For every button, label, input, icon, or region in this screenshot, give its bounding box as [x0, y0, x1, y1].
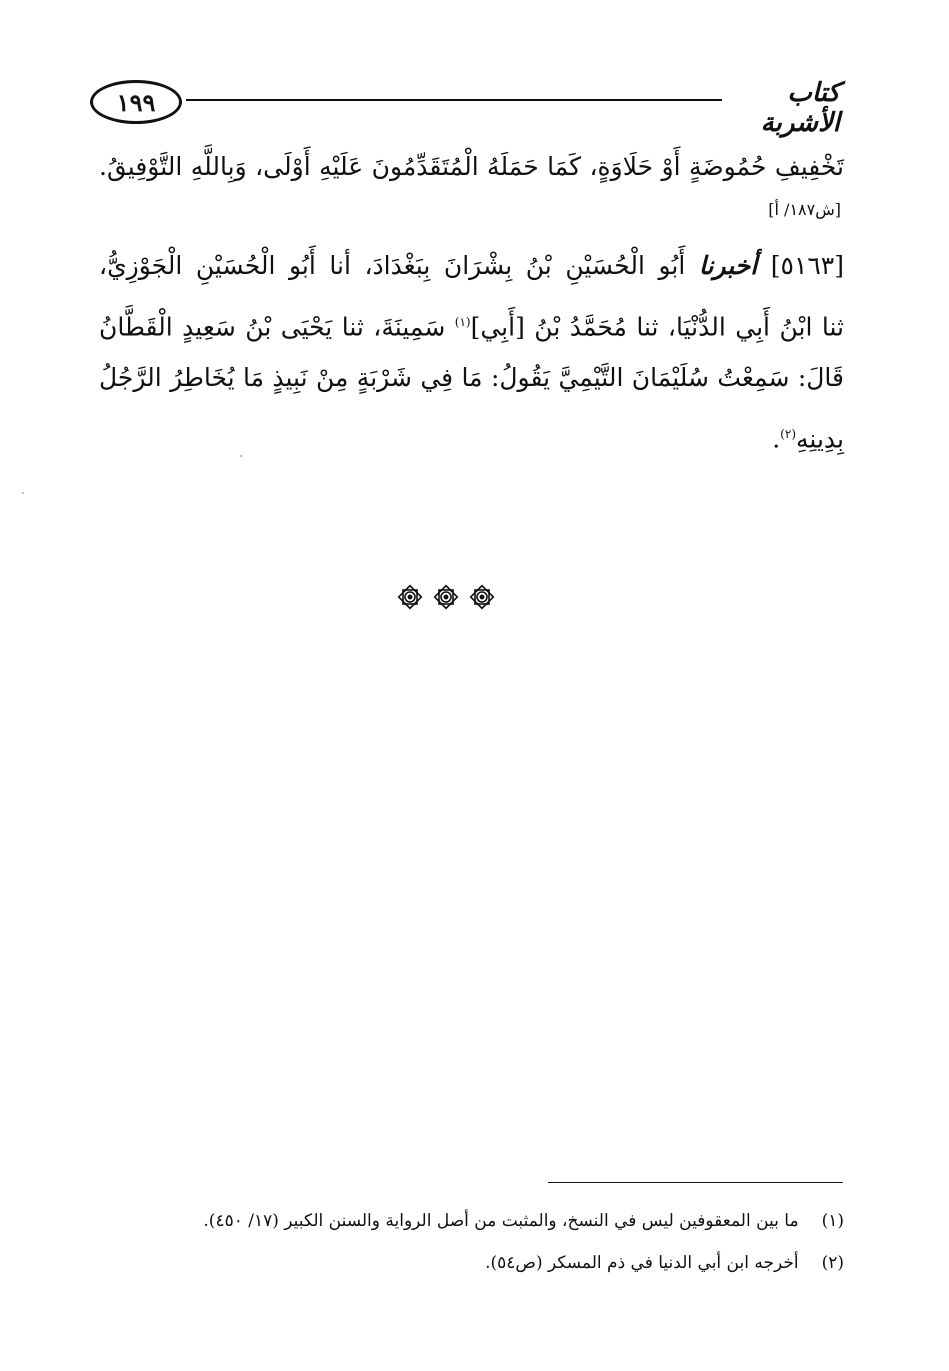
body-line-1: تَخْفِيفِ حُمُوضَةٍ أَوْ حَلَاوَةٍ، كَمَا حَمَلَهُ الْمُتَقَدِّمُونَ عَلَيْهِ أَوْلَى، وَبِاللَّهِ التَّوْفِيقُ. [99, 152, 844, 181]
body-line-3-part-a: ثنا ابْنُ أَبِي الدُّنْيَا، ثنا مُحَمَّدُ بْنُ [أَبِي] [470, 312, 844, 342]
book-title: كتاب الأشربة [760, 78, 840, 138]
footnote-1-number: (١) [821, 1211, 844, 1231]
body-line-5-text: بِدِينِهِ [796, 424, 844, 454]
body-line-2 [99, 244, 844, 288]
footnote-1 [99, 1207, 844, 1235]
rosette-ornament-icon [468, 583, 496, 611]
akhbarana-keyword: أخبرنا [698, 251, 758, 280]
page-number-badge [90, 80, 182, 124]
footnote-separator [548, 1182, 843, 1183]
scan-speck [240, 455, 242, 457]
footnote-marker-1[interactable]: (١) [454, 315, 471, 329]
hadith-number: [٥١٦٣] [770, 251, 844, 280]
body-line-3 [99, 300, 844, 349]
body-line-5-end: . [772, 424, 781, 454]
scan-speck [22, 492, 24, 494]
footnote-2-text: أخرجه ابن أبي الدنيا في ذم المسكر (ص٥٤). [485, 1253, 799, 1273]
manuscript-reference: [ش١٨٧/ أ] [768, 200, 841, 219]
body-line-2-text: أَبُو الْحُسَيْنِ بْنُ بِشْرَانَ بِبَغْدَادَ، أنا أَبُو الْحُسَيْنِ الْجَوْزِيُّ، [99, 251, 686, 280]
footnote-1-text: ما بين المعقوفين ليس في النسخ، والمثبت من أصل الرواية والسنن الكبير (١٧/ ٤٥٠). [203, 1211, 799, 1231]
body-line-4: قَالَ: سَمِعْتُ سُلَيْمَانَ التَّيْمِيَّ يَقُولُ: مَا فِي شَرْبَةٍ مِنْ نَبِيذٍ مَا يُخَاطِرُ الرَّجُلُ [99, 363, 844, 392]
footnote-2 [99, 1249, 844, 1277]
rosette-ornament-icon [396, 583, 424, 611]
footnote-2-number: (٢) [821, 1253, 844, 1273]
header-rule [186, 99, 722, 101]
page-number: ١٩٩ [116, 87, 156, 117]
footnote-marker-2[interactable]: (٢) [780, 427, 796, 441]
section-ornaments [396, 583, 506, 613]
body-line-5 [99, 412, 844, 461]
page-header [90, 78, 840, 138]
rosette-ornament-icon [432, 583, 460, 611]
body-line-3-part-b: سَمِينَةَ، ثنا يَحْيَى بْنُ سَعِيدٍ الْقَطَّانُ [99, 312, 446, 342]
